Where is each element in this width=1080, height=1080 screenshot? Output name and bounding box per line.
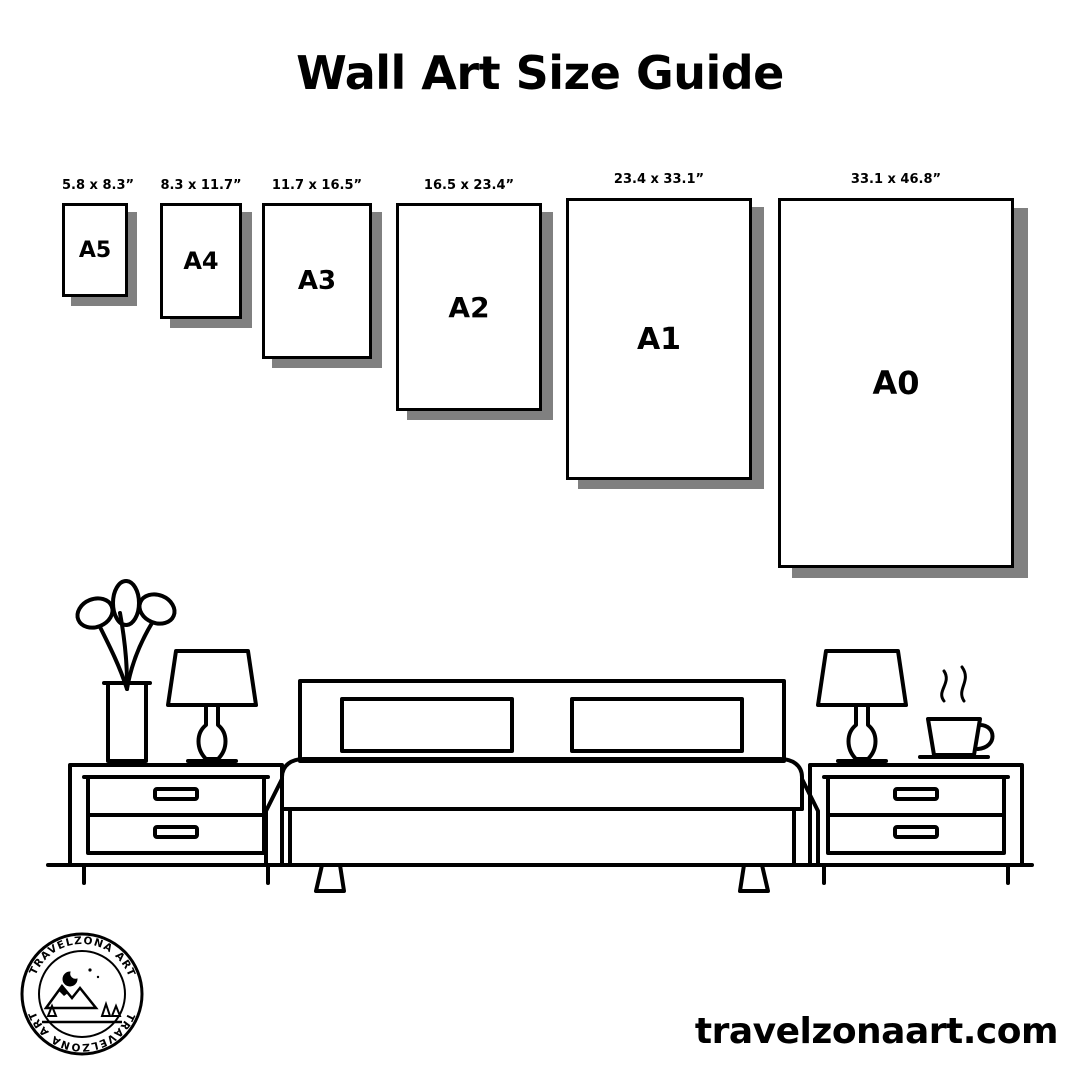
frame-dimension-a0: 33.1 x 46.8” — [850, 172, 942, 187]
frame-label-a5: A5 — [78, 237, 112, 263]
plant-vase-left — [73, 581, 179, 761]
frame-label-a3: A3 — [297, 266, 337, 296]
frame-label-a0: A0 — [872, 364, 920, 402]
frame-dimension-a5: 5.8 x 8.3” — [62, 178, 135, 193]
logo-text-bottom: TRAVELZONA ART — [26, 1008, 137, 1054]
frame-box-a1 — [566, 198, 752, 480]
nightstand-right — [810, 765, 1022, 883]
coffee-cup — [920, 667, 993, 757]
page-title: Wall Art Size Guide — [296, 46, 784, 100]
frame-label-a4: A4 — [183, 247, 219, 275]
travelzonaart-logo — [18, 930, 146, 1058]
frame-dimension-a3: 11.7 x 16.5” — [271, 178, 363, 193]
table-lamp-right — [818, 651, 906, 761]
frame-box-a0 — [778, 198, 1014, 568]
logo-text-top: TRAVELZONA ART — [27, 934, 138, 980]
bedroom-illustration — [0, 565, 1080, 925]
table-lamp-left — [168, 651, 256, 761]
bed — [266, 681, 818, 891]
frame-label-a2: A2 — [448, 290, 490, 324]
frame-box-a2 — [396, 203, 542, 411]
frame-dimension-a1: 23.4 x 33.1” — [613, 172, 705, 187]
nightstand-left — [70, 765, 282, 883]
frame-box-a5 — [62, 203, 128, 297]
frame-label-a1: A1 — [636, 321, 682, 357]
frame-box-a3 — [262, 203, 372, 359]
frame-box-a4 — [160, 203, 242, 319]
frame-dimension-a4: 8.3 x 11.7” — [160, 178, 242, 193]
website-url: travelzonaart.com — [694, 1011, 1058, 1052]
frame-dimension-a2: 16.5 x 23.4” — [423, 178, 515, 193]
